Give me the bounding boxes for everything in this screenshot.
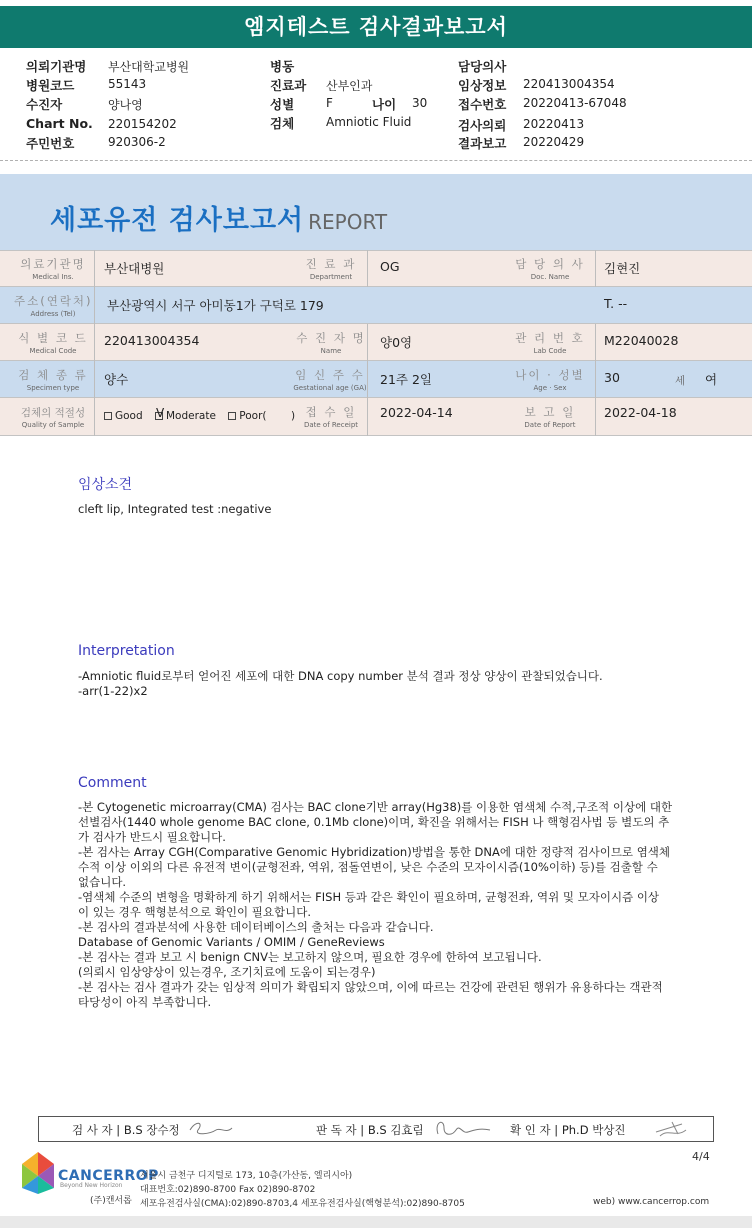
label-patient-name: 수 진 자 명 Name [296,331,366,355]
table-divider [595,250,596,287]
reader-label: 판 독 자 | B.S 김효림 [316,1123,424,1137]
header-value: 220413004354 [523,77,615,91]
header-divider [0,160,752,161]
document-title: 엠지테스트 검사결과보고서 [244,15,508,39]
header-value: 30 [412,96,428,110]
header-label: 결과보고 [458,136,507,151]
report-title-ko: 세포유전 검사보고서 [50,205,305,236]
header-label: 검사의뢰 [458,118,507,133]
value-doctor: 김현진 [604,261,641,276]
label-quality: 검체의 적절성 Quality of Sample [20,407,86,429]
header-label: 검체 [270,116,295,131]
label-address: 주소(연락처) Address (Tel) [14,294,93,318]
header-value: 20220429 [523,135,585,149]
header-label: 의뢰기관명 [26,59,87,74]
header-value: 산부인과 [326,79,373,93]
company-logo-tagline: Beyond New Horizon [60,1182,123,1189]
comment-line: -본 Cytogenetic microarray(CMA) 검사는 BAC clone기반 array(Hg38)를 이용한 염색체 수적,구조적 이상에 대한 [78,800,673,814]
header-label: 수진자 [26,97,63,112]
value-receipt-date: 2022-04-14 [380,405,453,420]
header-value: 920306-2 [108,135,166,149]
header-label: 병동 [270,59,295,74]
checkbox-poor [228,412,236,420]
label-medical-code: 식 별 코 드 Medical Code [18,331,88,355]
header-value: 55143 [108,77,147,91]
comment-line: 가 검사가 반드시 필요합니다. [78,830,226,844]
comment-title: Comment [78,775,147,791]
value-institution: 부산대병원 [104,261,165,276]
comment-line: -본 검사는 Array CGH(Comparative Genomic Hybridization)방법을 통한 DNA에 대한 정량적 검사이므로 염색체 [78,845,671,859]
comment-line: 선별검사(1440 whole genome BAC clone, 0.1Mb clone)이며, 확진을 위해서는 FISH 나 핵형검사법 등 별도의 추 [78,815,670,829]
company-logo-text: CANCERROP [58,1168,159,1184]
document-title-bar [0,6,752,48]
checkbox-moderate [155,406,165,420]
comment-line: -염색체 수준의 변형을 명확하게 하기 위해서는 FISH 등과 같은 확인이 필요하며, 균형전좌, 역위 및 모자이시즘 이상 [78,890,660,904]
check-mark: V [156,406,165,420]
reader-signature [432,1118,494,1140]
option-poor-close: ) [291,410,296,422]
comment-line: -본 검사의 결과분석에 사용한 데이터베이스의 출처는 다음과 같습니다. [78,920,434,934]
tester-signature [186,1118,236,1138]
confirmer-label: 확 인 자 | Ph.D 박상진 [510,1123,626,1137]
report-title-en: REPORT [308,210,388,234]
clinical-text: cleft lip, Integrated test :negative [78,502,272,516]
checkbox-good [104,412,112,420]
table-divider [595,324,596,436]
comment-line: (의뢰시 임상양상이 있는경우, 조기치료에 도움이 되는경우) [78,965,376,979]
value-report-date: 2022-04-18 [604,405,677,420]
company-name: (주)캔서롭 [90,1196,132,1206]
comment-line: 수적 이상 이외의 다른 유전적 변이(균형전좌, 역위, 점돌연변이, 낮은 수준의 모자이시즘(10%이하) 등)를 검출할 수 [78,860,658,874]
value-gestational-age: 21주 2일 [380,372,432,387]
clinical-title: 임상소견 [78,477,133,493]
footer-bar [0,1216,752,1228]
header-value: 부산대학교병원 [108,60,190,74]
value-lab-code: M22040028 [604,333,679,348]
option-moderate: Moderate [166,410,216,422]
comment-line: Database of Genomic Variants / OMIM / GeneReviews [78,935,385,949]
value-age-unit: 세 [675,375,686,387]
interpretation-title: Interpretation [78,643,175,659]
header-label: 나이 [372,97,397,112]
header-label: 담당의사 [458,59,507,74]
header-label: 성별 [270,97,295,112]
header-value: 20220413 [523,117,585,131]
option-poor: Poor( [239,410,267,422]
value-patient-name: 양0영 [380,335,413,350]
interpretation-line: -arr(1-22)x2 [78,684,148,698]
header-value: Amniotic Fluid [326,115,412,129]
header-value: F [326,96,333,110]
comment-line: 타당성이 아직 부족합니다. [78,995,212,1009]
value-specimen-type: 양수 [104,372,129,387]
value-address: 부산광역시 서구 아미동1가 구덕로 179 [107,298,324,313]
value-department: OG [380,259,400,274]
option-good: Good [115,410,143,422]
confirmer-signature [652,1118,692,1140]
label-receipt-date: 접 수 일 Date of Receipt [303,405,359,429]
header-value: 220154202 [108,117,177,131]
header-label: Chart No. [26,116,93,131]
report-title [50,198,387,237]
label-lab-code: 관 리 번 호 Lab Code [515,331,585,355]
page-number: 4/4 [692,1150,710,1163]
cancerrop-logo-icon [20,1150,56,1196]
label-gestational-age: 임 신 주 수 Gestational age (GA) [293,368,367,392]
label-age-sex: 나이 · 성별 Age · Sex [515,368,585,392]
company-labs: 세포유전검사실(CMA):02)890-8703,4 세포유전검사실(핵형분석):02)890-8705 [140,1199,465,1209]
header-label: 임상정보 [458,78,507,93]
comment-line: -본 검사는 검사 결과가 갖는 임상적 의미가 확립되지 않았으며, 이에 따르는 건강에 관련된 행위가 유용하다는 객관적 [78,980,663,994]
company-address: 서울시 금천구 디지털로 173, 10층(가산동, 엘리시아) [140,1171,353,1181]
label-report-date: 보 고 일 Date of Report [524,405,576,429]
label-department: 진 료 과 Department [305,257,357,281]
quality-options [104,406,267,422]
label-doctor: 담 당 의 사 Doc. Name [515,257,585,281]
header-label: 진료과 [270,78,307,93]
value-age: 30 [604,370,620,385]
value-medical-code: 220413004354 [104,333,200,348]
value-tel: T. -- [604,296,628,311]
header-label: 병원코드 [26,78,75,93]
label-institution: 의료기관명 Medical Ins. [20,257,86,281]
header-label: 주민번호 [26,136,75,151]
interpretation-line: -Amniotic fluid로부터 얻어진 세포에 대한 DNA copy number 분석 결과 정상 양상이 관찰되었습니다. [78,669,603,683]
value-sex: 여 [705,372,718,387]
comment-line: 없습니다. [78,875,127,889]
tester-label: 검 사 자 | B.S 장수정 [72,1123,180,1137]
header-label: 접수번호 [458,97,507,112]
comment-line: -본 검사는 결과 보고 시 benign CNV는 보고하지 않으며, 필요한 경우에 한하여 보고됩니다. [78,950,542,964]
company-phone: 대표번호:02)890-8700 Fax 02)890-8702 [140,1185,316,1195]
comment-line: 이 있는 경우 핵형분석으로 확인이 필요합니다. [78,905,312,919]
header-value: 양나영 [108,98,143,112]
table-divider [94,250,95,436]
label-specimen-type: 검 체 종 류 Specimen type [18,368,88,392]
company-website: web) www.cancerrop.com [593,1197,710,1207]
header-value: 20220413-67048 [523,96,627,110]
